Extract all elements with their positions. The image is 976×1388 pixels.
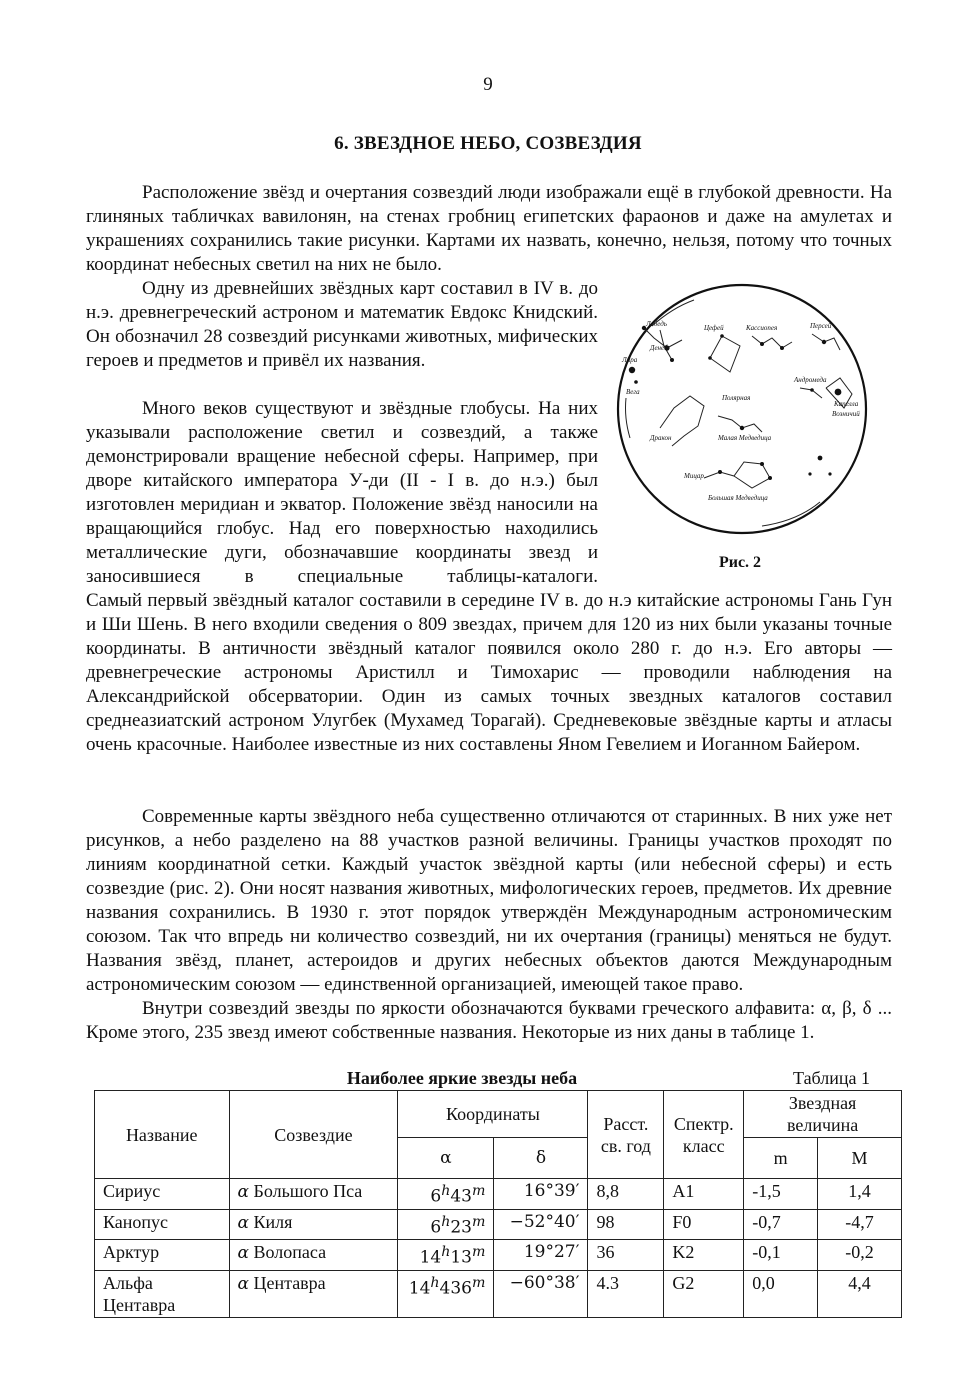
table-header-row bbox=[95, 1091, 902, 1138]
cell-absolute-magnitude: -0,2 bbox=[818, 1240, 902, 1271]
cell-apparent-magnitude: 0,0 bbox=[744, 1270, 818, 1317]
star-icon bbox=[760, 462, 764, 466]
header-name: Название bbox=[95, 1091, 230, 1179]
star-icon bbox=[708, 356, 712, 360]
paragraph-eudoxus: Одну из древнейших звёздных карт составил в IV в. до н.э. древнегреческий астроном и математик Евдокс Книдский. Он обозначил 28 созвездий рисунками животных, мифических героев и предметов и привёл их названия. bbox=[86, 278, 598, 371]
constellation-lines-cepheus bbox=[710, 336, 740, 372]
cell-name: Сириус bbox=[95, 1179, 230, 1210]
label-auriga: Возничий bbox=[832, 410, 860, 418]
star-icon bbox=[818, 456, 823, 461]
cell-declination: −52°40′ bbox=[494, 1209, 588, 1240]
star-icon bbox=[720, 334, 724, 338]
star-icon bbox=[670, 358, 674, 362]
cell-distance: 8,8 bbox=[588, 1179, 664, 1210]
cell-apparent-magnitude: -0,7 bbox=[744, 1209, 818, 1240]
star-icon bbox=[808, 472, 811, 475]
label-cygnus: Лебедь bbox=[646, 320, 667, 328]
star-icon bbox=[740, 426, 744, 430]
label-draco: Дракон bbox=[650, 434, 672, 442]
label-perseus: Персей bbox=[810, 322, 832, 330]
label-ursa-major: Большая Медведица bbox=[708, 494, 768, 502]
header-constellation: Созвездие bbox=[229, 1091, 398, 1179]
label-vega: Вега bbox=[626, 388, 640, 396]
cell-apparent-magnitude: -0,1 bbox=[744, 1240, 818, 1271]
header-absolute-magnitude: M bbox=[818, 1138, 902, 1179]
cell-constellation: α Киля bbox=[229, 1209, 398, 1240]
star-icon bbox=[629, 367, 635, 373]
cell-constellation: α Волопаса bbox=[229, 1240, 398, 1271]
label-andromeda: Андромеда bbox=[794, 376, 827, 384]
paragraph-greek-letters: Внутри созвездий звезды по яркости обозначаются буквами греческого алфавита: α, β, δ ... Кроме этого, 235 звезд имеют собственные названия. Некоторые из них даны в таблице 1. bbox=[86, 998, 892, 1043]
table-number: Таблица 1 bbox=[793, 1068, 870, 1088]
table-title: Наиболее яркие звезды неба bbox=[346, 1068, 578, 1088]
cell-right-ascension: 6$^h$43$^m$ bbox=[398, 1179, 494, 1210]
cell-spectral-class: G2 bbox=[664, 1270, 744, 1317]
star-icon bbox=[634, 380, 638, 384]
label-lyra: Лира bbox=[622, 356, 638, 364]
cell-absolute-magnitude: -4,7 bbox=[818, 1209, 902, 1240]
table-row bbox=[95, 1209, 902, 1240]
paragraph-globes: Много веков существуют и звёздные глобусы. На них указывали расположение светил и созвездий, а также демонстрировали вращение небесной сферы. Например, при дворе китайского императора У-ди (II - I в. до н.э.) был изготовлен меридиан и экватор. Положение звёзд наносили на вращающийся глобус. Над его поверхностью находились металлические дуги, обозначавшие координаты звезд и заносившиеся в специальные таблицы-каталоги. bbox=[86, 398, 598, 587]
cell-constellation: α Центавра bbox=[229, 1270, 398, 1317]
cell-distance: 36 bbox=[588, 1240, 664, 1271]
header-coordinates: Координаты bbox=[398, 1091, 588, 1138]
brightest-stars-table bbox=[94, 1090, 902, 1318]
rotation-arc-icon bbox=[626, 398, 631, 438]
table-row bbox=[95, 1240, 902, 1271]
header-distance: Расст. св. год bbox=[588, 1091, 664, 1179]
constellation-lines-ursa-minor bbox=[718, 416, 762, 432]
paragraph-modern-maps: Современные карты звёздного неба существенно отличаются от старинных. В них уже нет рисунков, а небо разделено на 88 участков разной величины. Границы участков проходят по линиям координатной сетки. Каждый участок звёздной карты (или небесной сферы) и есть созвездие (рис. 2). Они носят названия животных, мифологических героев, предметов. Их древние названия сохранились. В 1930 г. этот порядок утверждён Международным астрономическим союзом. Так что впредь ни количество созвездий, ни их очертания (границы) меняться не будут. Названия звёзд, планет, астероидов и других небесных объектов даются Международным астрономическим союзом — единственной организацией, имеющей такое право. bbox=[86, 806, 892, 995]
constellation-lines-ursa-major bbox=[704, 462, 770, 488]
cell-right-ascension: 6$^h$23$^m$ bbox=[398, 1209, 494, 1240]
star-icon bbox=[835, 389, 842, 396]
cell-apparent-magnitude: -1,5 bbox=[744, 1179, 818, 1210]
cell-spectral-class: K2 bbox=[664, 1240, 744, 1271]
cell-spectral-class: F0 bbox=[664, 1209, 744, 1240]
cell-distance: 98 bbox=[588, 1209, 664, 1240]
star-icon bbox=[828, 472, 831, 475]
label-ursa-minor: Малая Медведица bbox=[718, 434, 772, 442]
cell-declination: −60°38′ bbox=[494, 1270, 588, 1317]
header-spectral-class: Спектр. класс bbox=[664, 1091, 744, 1179]
paragraph-catalogues: Самый первый звёздный каталог составили в середине IV в. до н.э китайские астрономы Гань Гун и Ши Шень. В него входили сведения о 809 звездах, причем для 120 из них были указаны точные координаты. В античности звёздный каталог появился около 280 г. до н.э. Его авторы — древнегреческие астрономы Аристилл и Тимохарис — проводили наблюдения на Александрийской обсерватории. Один из самых точных звездных каталогов составил среднеазиатский астроном Улугбек (Мухамед Торагай). Средневековые звёздные карты и атласы очень красочные. Наиболее известные из них составлены Яном Гевелием и Иоганном Байером. bbox=[86, 590, 892, 755]
header-apparent-magnitude: m bbox=[744, 1138, 818, 1179]
header-delta: δ bbox=[494, 1138, 588, 1179]
cell-name: Альфа Центавра bbox=[95, 1270, 230, 1317]
star-icon bbox=[780, 346, 784, 350]
cell-declination: 16°39′ bbox=[494, 1179, 588, 1210]
cell-absolute-magnitude: 4,4 bbox=[818, 1270, 902, 1317]
star-icon bbox=[718, 470, 722, 474]
cell-declination: 19°27′ bbox=[494, 1240, 588, 1271]
cell-spectral-class: A1 bbox=[664, 1179, 744, 1210]
cell-right-ascension: 14$^h$436$^m$ bbox=[398, 1270, 494, 1317]
paragraph-intro: Расположение звёзд и очертания созвездий люди изображали ещё в глубокой древности. На глиняных табличках вавилонян, на стенах гробниц египетских фараонов и даже на амулетах и украшениях сохранились такие рисунки. Картами их назвать, конечно, нельзя, потому что точных координат небесных светил на них не было. bbox=[86, 182, 892, 275]
cell-right-ascension: 14$^h$13$^m$ bbox=[398, 1240, 494, 1271]
star-icon bbox=[822, 340, 826, 344]
cell-distance: 4.3 bbox=[588, 1270, 664, 1317]
page-number: 9 bbox=[483, 74, 493, 95]
star-icon bbox=[768, 476, 772, 480]
label-cassiopeia: Кассиопея bbox=[746, 324, 778, 332]
header-alpha: α bbox=[398, 1138, 494, 1179]
star-map bbox=[612, 278, 872, 540]
figure-caption: Рис. 2 bbox=[718, 554, 762, 571]
cell-absolute-magnitude: 1,4 bbox=[818, 1179, 902, 1210]
cell-constellation: α Большого Пса bbox=[229, 1179, 398, 1210]
cell-name: Арктур bbox=[95, 1240, 230, 1271]
star-icon bbox=[760, 342, 764, 346]
label-deneb: Денеб bbox=[650, 344, 668, 352]
cell-name: Канопус bbox=[95, 1209, 230, 1240]
label-capella: Капелла bbox=[834, 400, 859, 408]
header-magnitude: Звездная величина bbox=[744, 1091, 902, 1138]
table-row bbox=[95, 1270, 902, 1317]
star-map-figure bbox=[612, 278, 872, 540]
star-icon bbox=[810, 388, 814, 392]
table-row bbox=[95, 1179, 902, 1210]
section-title: 6. ЗВЕЗДНОЕ НЕБО, СОЗВЕЗДИЯ bbox=[334, 133, 642, 154]
label-cepheus: Цефей bbox=[704, 324, 724, 332]
constellation-lines-cassiopeia bbox=[752, 336, 792, 348]
label-polaris: Полярная bbox=[722, 394, 751, 402]
label-mizar: Мицар bbox=[684, 472, 704, 480]
